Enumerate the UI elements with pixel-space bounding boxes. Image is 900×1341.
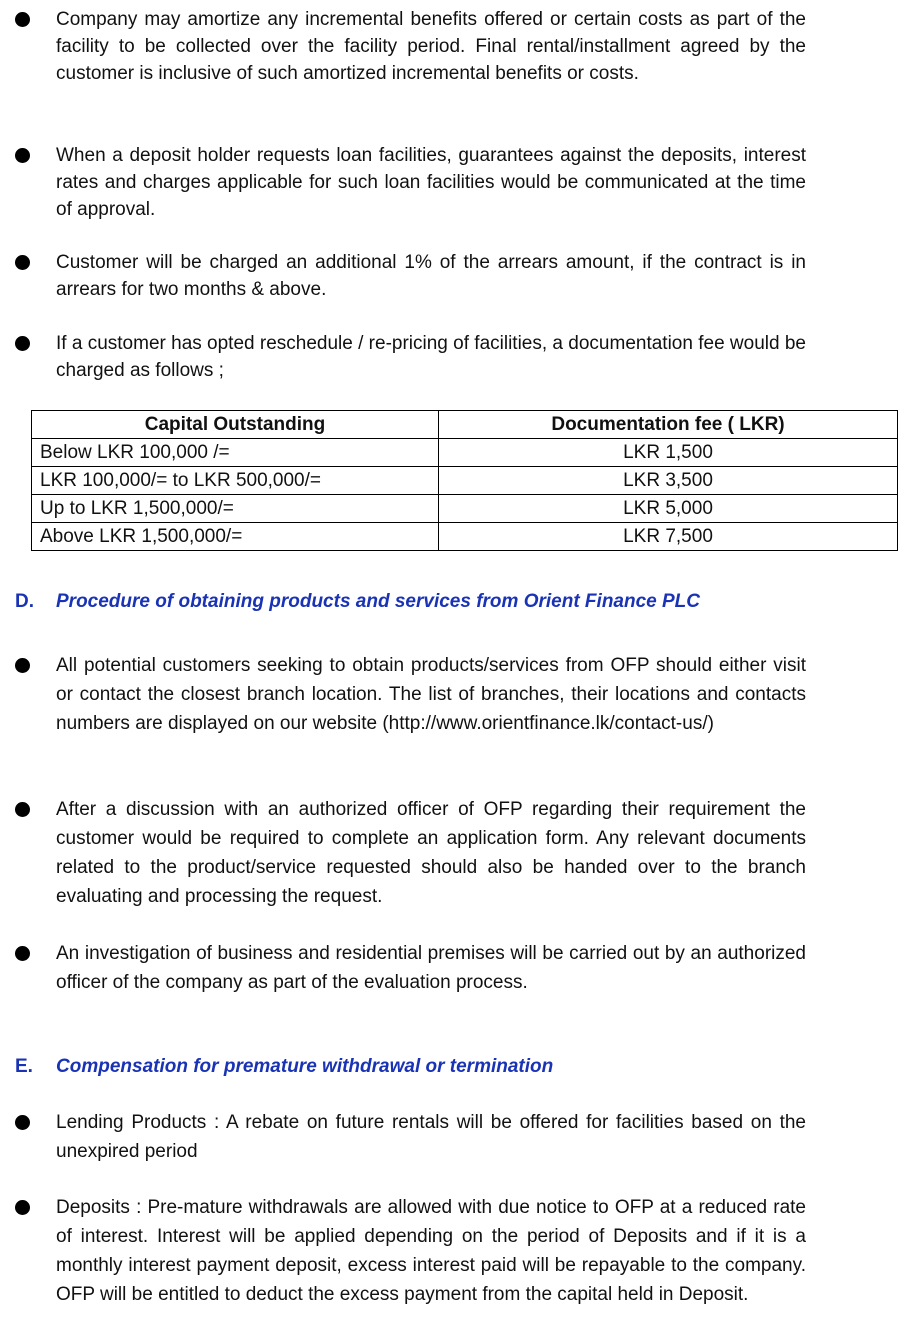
- capital-outstanding-cell: Below LKR 100,000 /=: [32, 439, 439, 467]
- column-header-documentation-fee: Documentation fee ( LKR): [439, 411, 898, 439]
- section-title: Procedure of obtaining products and services from Orient Finance PLC: [56, 591, 701, 612]
- column-header-capital-outstanding: Capital Outstanding: [32, 411, 439, 439]
- table-row: [32, 439, 898, 467]
- bullet-dot-icon: [15, 658, 30, 673]
- bullet-text: After a discussion with an authorized officer of OFP regarding their requirement the customer would be required to complete an application form. Any relevant documents related to the product/service requested should also be handed over to the branch evaluating and processing the request.: [56, 799, 806, 907]
- bullet-text: Customer will be charged an additional 1% of the arrears amount, if the contract is in arrears for two months & above.: [56, 252, 806, 300]
- bullet-dot-icon: [15, 946, 30, 961]
- bullet-dot-icon: [15, 255, 30, 270]
- documentation-fee-cell: LKR 7,500: [439, 523, 898, 551]
- documentation-fee-table: [31, 410, 898, 551]
- capital-outstanding-cell: LKR 100,000/= to LKR 500,000/=: [32, 467, 439, 495]
- documentation-fee-cell: LKR 3,500: [439, 467, 898, 495]
- bullet-text: An investigation of business and residential premises will be carried out by an authorized officer of the company as part of the evaluation process.: [56, 943, 806, 993]
- bullet-dot-icon: [15, 148, 30, 163]
- section-e-heading: [15, 1053, 895, 1080]
- bullet-text: Lending Products : A rebate on future rentals will be offered for facilities based on the unexpired period: [56, 1112, 806, 1162]
- section-letter: D.: [15, 591, 34, 612]
- bullet-dot-icon: [15, 12, 30, 27]
- documentation-fee-cell: LKR 5,000: [439, 495, 898, 523]
- bullet-text: If a customer has opted reschedule / re-pricing of facilities, a documentation fee would be charged as follows ;: [56, 333, 806, 381]
- bullet-dot-icon: [15, 336, 30, 351]
- documentation-fee-cell: LKR 1,500: [439, 439, 898, 467]
- bullet-text: Deposits : Pre-mature withdrawals are allowed with due notice to OFP at a reduced rate of interest. Interest will be applied depending on the period of Deposits and if it is a monthly interest payment deposit, excess interest paid will be repayable to the company. OFP will be entitled to deduct the excess payment from the capital held in Deposit.: [56, 1197, 806, 1305]
- table-row: [32, 523, 898, 551]
- bullet-text: When a deposit holder requests loan facilities, guarantees against the deposits, interest rates and charges applicable for such loan facilities would be communicated at the time of approval.: [56, 145, 806, 220]
- bullet-text: Company may amortize any incremental benefits offered or certain costs as part of the facility to be collected over the facility period. Final rental/installment agreed by the customer is inclusive of such amortized incremental benefits or costs.: [56, 9, 806, 84]
- table-header-row: [32, 411, 898, 439]
- capital-outstanding-cell: Above LKR 1,500,000/=: [32, 523, 439, 551]
- bullet-dot-icon: [15, 1115, 30, 1130]
- table-row: [32, 467, 898, 495]
- table-row: [32, 495, 898, 523]
- section-d-heading: [15, 588, 895, 615]
- capital-outstanding-cell: Up to LKR 1,500,000/=: [32, 495, 439, 523]
- bullet-text: All potential customers seeking to obtain products/services from OFP should either visit or contact the closest branch location. The list of branches, their locations and contacts numbers are displayed on our website (http://www.orientfinance.lk/contact-us/): [56, 655, 806, 734]
- bullet-dot-icon: [15, 1200, 30, 1215]
- section-letter: E.: [15, 1056, 33, 1077]
- bullet-dot-icon: [15, 802, 30, 817]
- section-title: Compensation for premature withdrawal or termination: [56, 1056, 554, 1077]
